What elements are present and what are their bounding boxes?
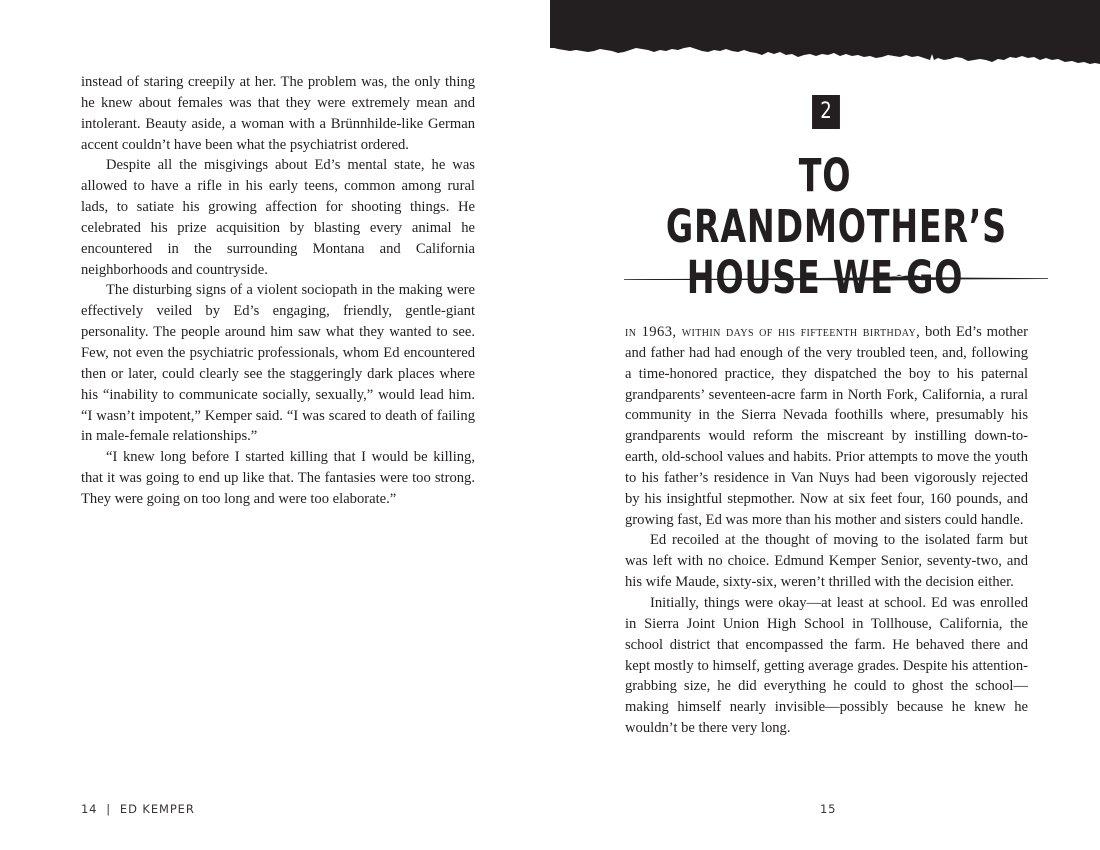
chapter-number-badge: 2 xyxy=(812,95,840,129)
chapter-title-line-2: HOUSE WE GO xyxy=(686,251,964,304)
left-page-body xyxy=(81,72,475,510)
paragraph-text: both Ed’s mother and father had had enough of the very troubled teen, and, following a time-honored practice, they dispatched the boy to his paternal grandparents’ seventeen-acre farm in North Fork, California, a rural community in the Sierra Nevada foothills where, presumably his grandparents would reform the miscreant by instilling down-to-earth, old-school values and habits. Prior attempts to move the youth to his father’s residence in Van Nuys had been vigorously rejected by his insightful stepmother. Now at six feet four, 160 pounds, and growing fast, Ed was more than his mother and sisters could handle. xyxy=(625,324,1028,528)
ink-brush-divider xyxy=(624,272,1048,286)
running-head: ED KEMPER xyxy=(119,802,195,816)
paragraph: instead of staring creepily at her. The problem was, the only thing he knew about females was that they were extremely mean and intolerant. Beauty aside, a woman with a Brünnhilde-like German accent couldn’t have been what the psychiatrist ordered. xyxy=(81,74,475,153)
page-number: 15 xyxy=(820,802,837,816)
right-page xyxy=(550,0,1100,850)
paragraph: Initially, things were okay—at least at school. Ed was enrolled in Sierra Joint Union High School in Tollhouse, California, the school district that encompassed the farm. He behaved there and kept mostly to himself, getting average grades. Despite his attention-grabbing size, he did everything he could to ghost the school—making himself nearly invisible—possibly because he knew he wouldn’t be there very long. xyxy=(625,594,1028,737)
torn-ink-header-decoration xyxy=(550,0,1100,70)
paragraph: “I knew long before I started killing that I would be killing, that it was going to end up like that. The fantasies were too strong. They were going on too long and were too elaborate.” xyxy=(81,449,475,507)
paragraph: Despite all the misgivings about Ed’s mental state, he was allowed to have a rifle in his early teens, common among rural lads, to satiate his growing affection for shooting things. He celebrated his prize acquisition by blasting every animal he encountered in the surrounding Montana and California neighborhoods and countryside. xyxy=(81,157,475,278)
paragraph: The disturbing signs of a violent sociopath in the making were effectively veiled by Ed’s engaging, friendly, gentle-giant personality. The people around him saw what they wanted to see. Few, not even the psychiatric professionals, whom Ed encountered then or later, could clearly see the staggeringly dark places where his “inability to communicate socially, sexually,” would lead him. “I wasn’t impotent,” Kemper said. “I was scared to death of failing in male-female relationships.” xyxy=(81,282,475,445)
opening-small-caps: in 1963, within days of his fifteenth birthday, xyxy=(625,324,921,340)
chapter-title-line-1: TO GRANDMOTHER’S xyxy=(665,149,1007,253)
paragraph: Ed recoiled at the thought of moving to the isolated farm but was left with no choice. Edmund Kemper Senior, seventy-two, and his wife Maude, sixty-six, weren’t thrilled with the decision either. xyxy=(625,532,1028,591)
folio-separator: | xyxy=(106,802,111,816)
page-number: 14 xyxy=(81,802,98,816)
right-folio xyxy=(820,802,837,816)
right-page-body xyxy=(625,322,1028,739)
paragraph xyxy=(625,322,1028,530)
left-folio xyxy=(81,802,195,816)
